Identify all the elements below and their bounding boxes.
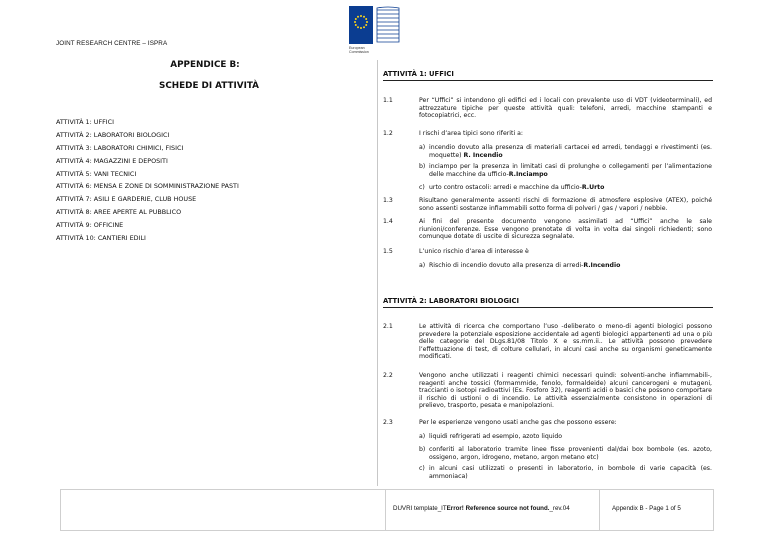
activity-list-item: ATTIVITÀ 7: ASILI E GARDERIE, CLUB HOUSE <box>56 195 197 204</box>
footer-document-name <box>393 505 570 512</box>
risk-item-a <box>419 144 712 159</box>
clause-number: 1.4 <box>383 218 393 225</box>
risk-item-b <box>419 163 712 178</box>
appendix-subtitle: SCHEDE DI ATTIVITÀ <box>159 81 259 91</box>
activity-list-item: ATTIVITÀ 9: OFFICINE <box>56 221 124 230</box>
item-text: liquidi refrigerati ad esempio, azoto liquido <box>429 433 563 440</box>
item-letter: a) <box>419 262 426 269</box>
clause-number: 2.2 <box>383 372 393 379</box>
activity-list-item: ATTIVITÀ 5: VANI TECNICI <box>56 169 137 178</box>
risk-item-c <box>419 184 712 192</box>
activity-list-item: ATTIVITÀ 8: AREE APERTE AL PUBBLICO <box>56 208 182 217</box>
clause-text: Risultano generalmente assenti rischi di formazione di atmosfere esplosive (ATEX), poiché sono assenti sostanze infiammabili sotto forma di polveri / gas / vapori / nebbie. <box>419 197 712 212</box>
section-title-uffici: ATTIVITÀ 1: UFFICI <box>383 70 713 81</box>
footer-template: DUVRI template_IT <box>393 505 447 512</box>
item-letter: c) <box>419 465 425 472</box>
clause-text: I rischi d’area tipici sono riferiti a: <box>419 130 524 137</box>
activity-list-item: ATTIVITÀ 3: LABORATORI CHIMICI, FISICI <box>56 143 184 152</box>
appendix-title: APPENDICE B: <box>170 60 240 70</box>
logo-text-line: Commission <box>349 50 369 55</box>
clause-number: 2.1 <box>383 323 393 330</box>
clause-text: Per “Uffici” si intendono gli edifici ed i locali con prevalente uso di VDT (videoterminali), ed attrezzature tipiche per queste attività quali: telefoni, arredi, macchine stampanti e fotocopiatrici, ecc. <box>419 97 712 120</box>
clause-number: 1.3 <box>383 197 393 204</box>
item-text: in alcuni casi utilizzati o presenti in laboratorio, in bombole di varie capacità (es. ammoniaca) <box>429 465 712 480</box>
item-text: Rischio di incendio dovuto alla presenza di arredi- <box>429 262 584 269</box>
footer-separator <box>385 490 386 530</box>
item-letter: b) <box>419 446 426 453</box>
item-text: conferiti al laboratorio tramite linee fisse provenienti dal/dai box bombole (es. azoto, ossigeno, argon, idrogeno, metano, argon metano etc) <box>429 446 712 461</box>
risk-item-a-incendio <box>419 262 712 270</box>
gas-item-a <box>419 433 712 441</box>
footer-revision: _rev.04 <box>549 505 570 512</box>
item-letter: a) <box>419 144 426 151</box>
eu-flag-icon <box>349 6 373 44</box>
logo-caption <box>349 46 369 54</box>
activity-list-item: ATTIVITÀ 2: LABORATORI BIOLOGICI <box>56 130 170 139</box>
item-letter: b) <box>419 163 426 170</box>
european-commission-logo <box>335 6 401 55</box>
item-text: incendio dovuto alla presenza di materiali cartacei ed arredi, tendaggi e rivestimenti (es. moquette) <box>429 144 712 159</box>
item-text: inciampo per la presenza in limitati casi di prolunghe o collegamenti per l’alimentazione delle macchine da ufficio- <box>429 163 712 178</box>
footer-separator <box>599 490 600 530</box>
footer-page-number: Appendix B - Page 1 of 5 <box>612 505 681 512</box>
activity-list <box>56 116 239 245</box>
risk-label: R.Incendio <box>583 262 621 269</box>
header-organization: JOINT RESEARCH CENTRE – ISPRA <box>56 40 168 47</box>
risk-label: R.Urto <box>581 184 605 191</box>
clause-text: Ai fini del presente documento vengono assimilati ad “Uffici” anche le sale riunioni/conferenze. Esse vengono prenotate di volta in volta dai singoli richiedenti; sono comunque dotate di uscite di sicurezza segnalate. <box>419 218 712 241</box>
gas-item-c <box>419 465 712 480</box>
logo-text-line: European <box>349 46 365 50</box>
activity-list-item: ATTIVITÀ 10: CANTIERI EDILI <box>56 234 146 243</box>
clause-number: 1.1 <box>383 97 393 104</box>
activity-list-item: ATTIVITÀ 1: UFFICI <box>56 118 115 126</box>
item-text: urto contro ostacoli: arredi e macchine da ufficio- <box>429 184 582 191</box>
activity-list-item: ATTIVITÀ 6: MENSA E ZONE DI SOMMINISTRAZIONE PASTI <box>56 182 239 191</box>
clause-number: 2.3 <box>383 419 393 426</box>
item-letter: c) <box>419 184 425 191</box>
clause-text: Le attività di ricerca che comportano l’uso -deliberato o meno-di agenti biologici possono prevedere la potenziale esposizione accidentale ad agenti biologici appartenenti ad una o più delle categorie del DLgs.81/08 Titolo X e ss.mm.ii.. Le attività possono prevedere l’effettuazione di test, di colture cellulari, in alcuni casi anche su organismi geneticamente modificati. <box>419 323 712 361</box>
item-letter: a) <box>419 433 426 440</box>
section-title-laboratori-biologici: ATTIVITÀ 2: LABORATORI BIOLOGICI <box>383 297 713 308</box>
clause-text: L’unico rischio d’area di interesse è <box>419 248 529 255</box>
clause-number: 1.5 <box>383 248 393 255</box>
gas-item-b <box>419 446 712 461</box>
column-divider <box>377 60 378 486</box>
footer-error: Error! Reference source not found. <box>446 505 550 512</box>
risk-label: R. Incendio <box>463 151 503 159</box>
page-footer <box>60 489 714 531</box>
clause-number: 1.2 <box>383 130 393 137</box>
clause-text: Per le esperienze vengono usati anche gas che possono essere: <box>419 419 617 426</box>
activity-list-item: ATTIVITÀ 4: MAGAZZINI E DEPOSITI <box>56 156 168 165</box>
risk-label: R.Inciampo <box>508 170 548 178</box>
berlaymont-building-icon <box>375 6 401 44</box>
clause-text: Vengono anche utilizzati i reagenti chimici necessari quindi: solventi-anche infiammabili-, reagenti anche tossici (formammide, fenolo, formaldeide) alcuni cancerogeni e mutageni, traccianti o isotopi radioattivi (Es. Fosforo 32), reagenti acidi o basici che possono comportare il rischio di ustioni o di incendio. Le attività essenzialmente consistono in operazioni di prelievo, trasporto, pesata e manipolazioni. <box>419 372 712 410</box>
